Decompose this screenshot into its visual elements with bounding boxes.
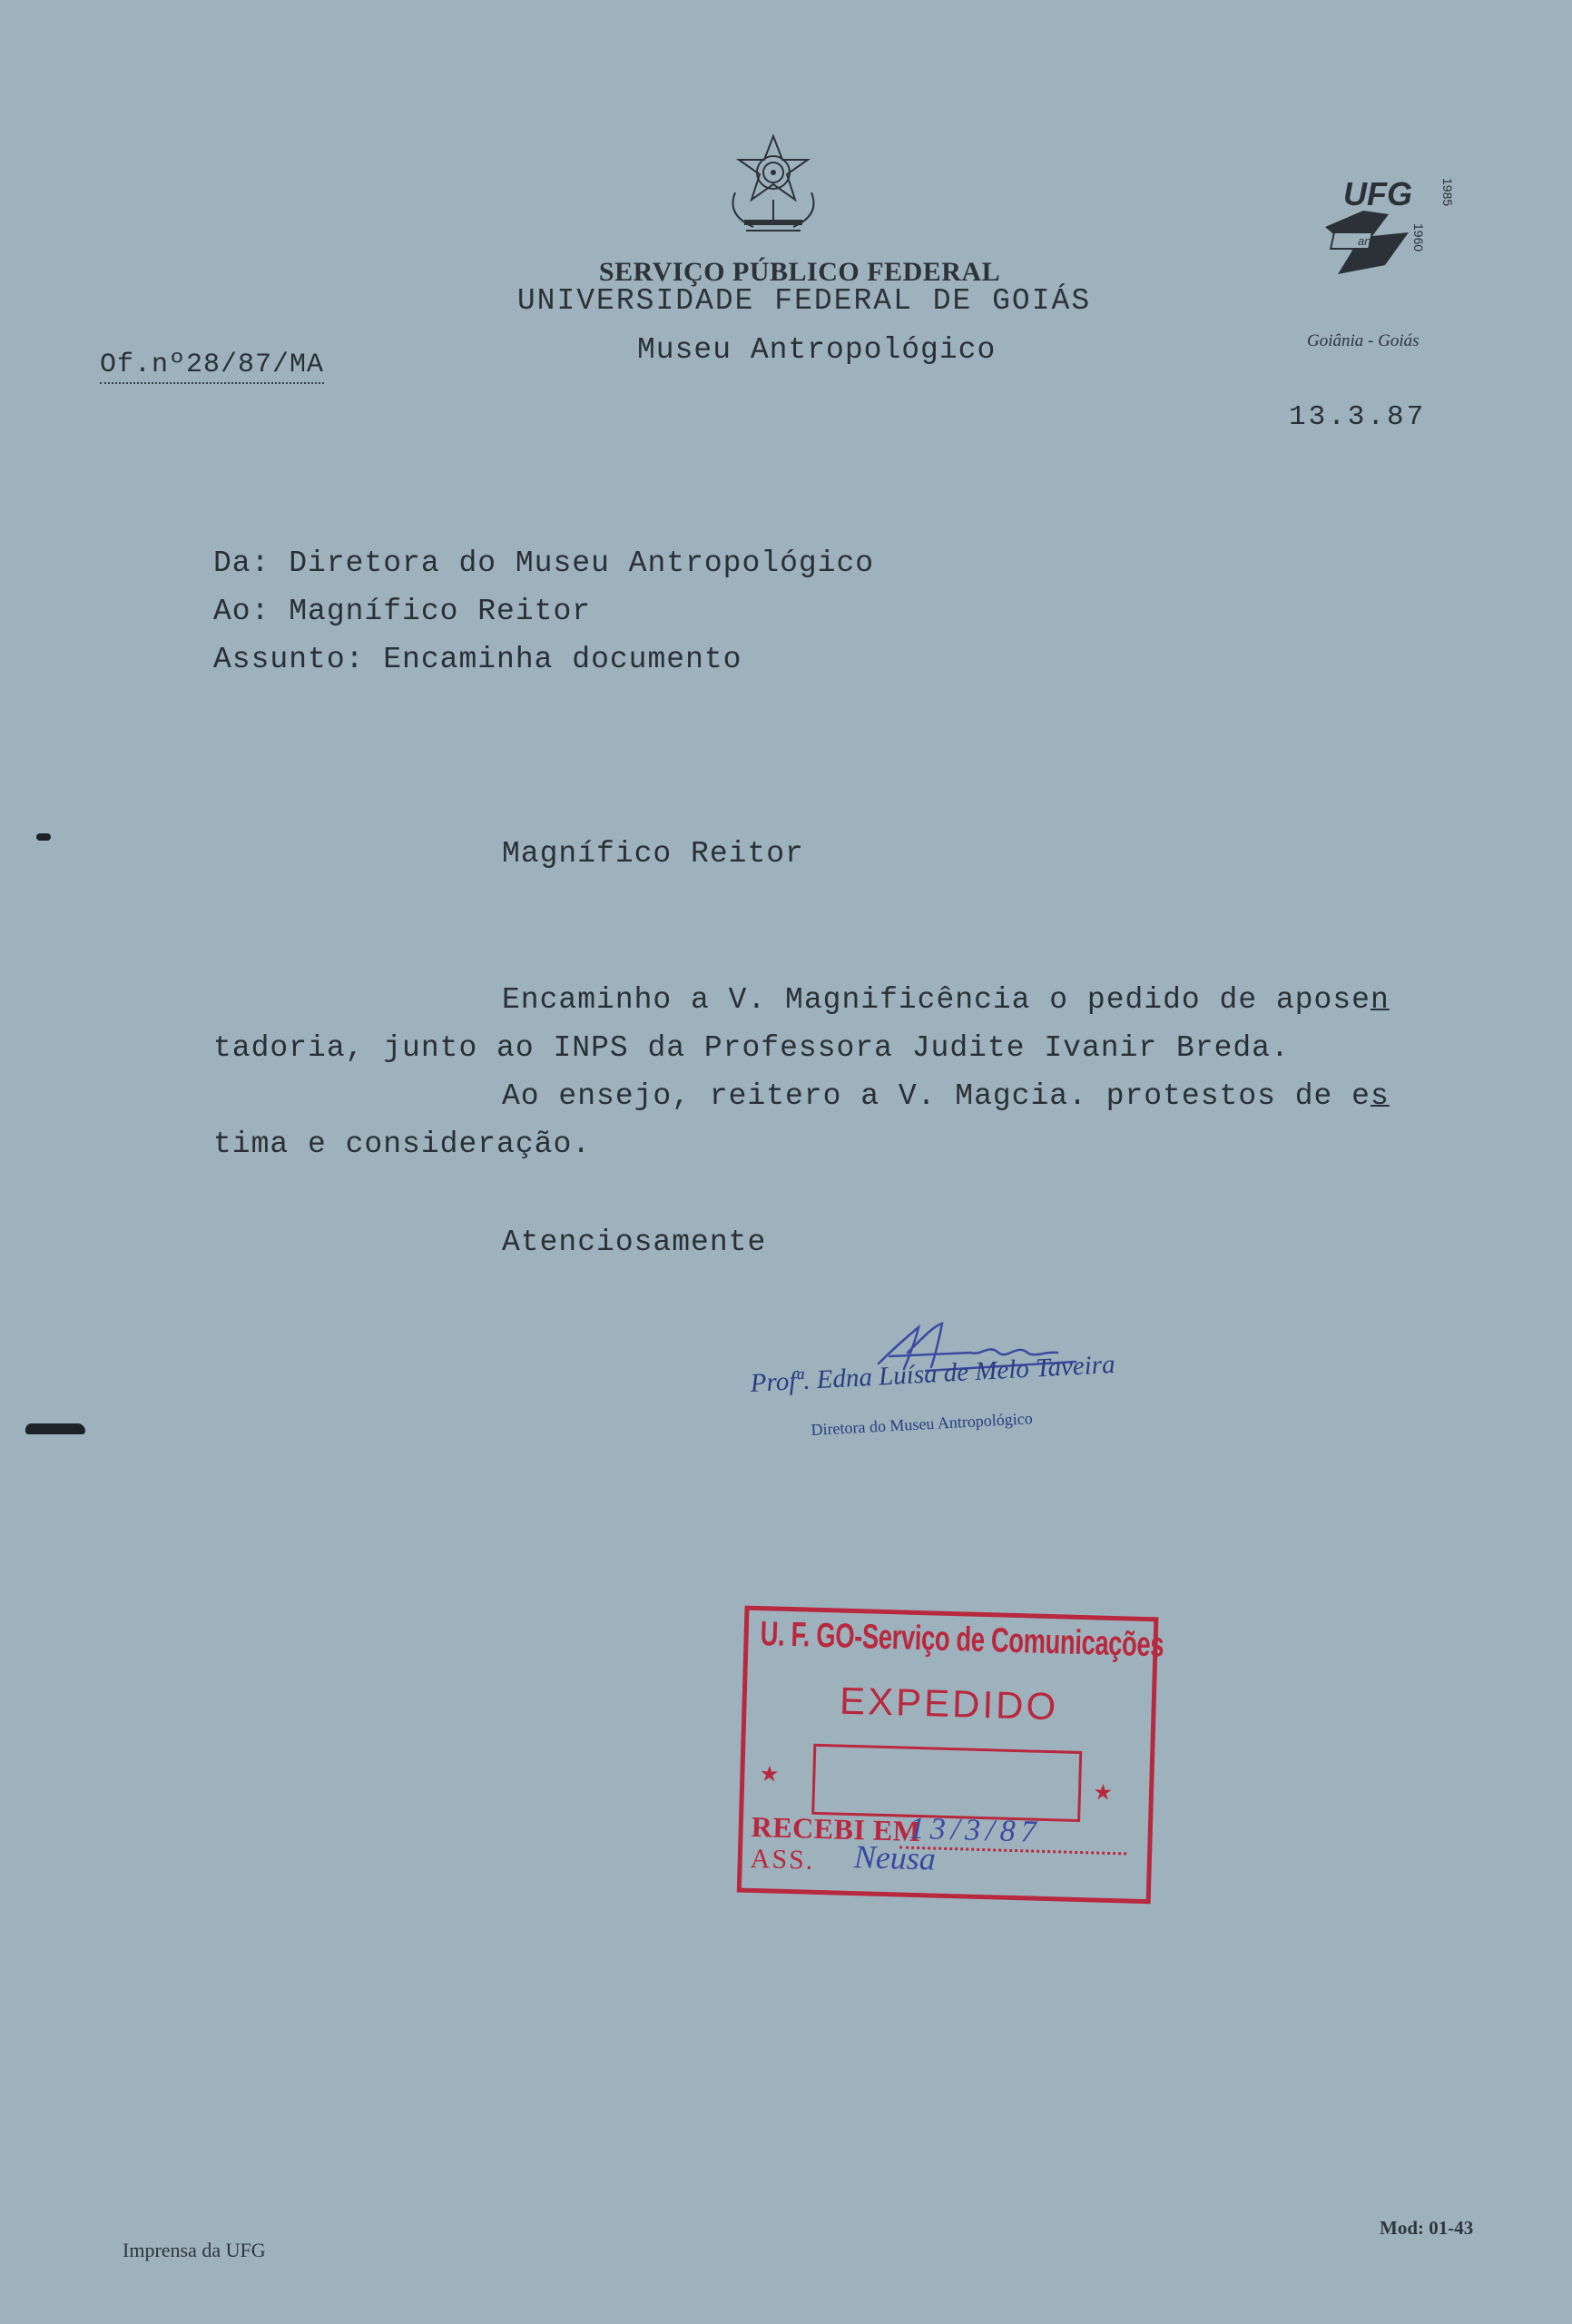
printer-credit: Imprensa da UFG [123,2239,266,2261]
header-service-title: SERVIÇO PÚBLICO FEDERAL [598,257,1001,287]
signatory-name: Profª. Edna Luísa de Melo Taveira [750,1349,1116,1398]
to-line: Ao: Magnífico Reitor [213,595,592,628]
form-model-number: Mod: 01-43 [1380,2217,1474,2239]
salutation: Magnífico Reitor [502,837,804,871]
header-department: Museu Antropológico [637,333,997,367]
office-reference-number: Of.nº28/87/MA [100,350,324,384]
stamp-star-icon: ★ [759,1757,780,1792]
stamp-expedido: EXPEDIDO [839,1679,1059,1728]
ufg-logo-text: UFG [1343,175,1412,212]
signatory-title: Diretora do Museu Antropológico [811,1409,1034,1439]
stamp-signature-label: ASS. [750,1843,815,1876]
paragraph-2-line-1-tail: s [1370,1079,1390,1113]
from-line: Da: Diretora do Museu Antropológico [213,547,875,580]
paragraph-1-line-1-text: Encaminho a V. Magnificência o pedido de apose [502,983,1371,1017]
ufg-logo-icon [1307,172,1470,281]
ufg-logo-anos: anos [1358,234,1384,248]
subject-line: Assunto: Encaminha documento [213,643,742,676]
stamp-service-line: U. F. GO-Serviço de Comunicações [760,1615,1164,1665]
closing: Atenciosamente [502,1226,767,1259]
coat-of-arms-icon [717,129,830,242]
paragraph-2-line-1 [502,1079,1390,1113]
stamp-signature-value: Neusa [853,1838,937,1877]
paragraph-1-line-2: tadoria, junto ao INPS da Professora Judite Ivanir Breda. [213,1031,1290,1065]
paragraph-2-line-1-text: Ao ensejo, reitero a V. Magcia. protestos de e [502,1079,1371,1113]
document-date: 13.3.87 [1289,401,1427,433]
stamp-received-date: 13/3/87 [899,1811,1127,1855]
stamp-star-icon: ★ [1093,1775,1113,1810]
punch-mark [36,833,51,841]
ufg-logo-years-top: 1985 [1440,178,1455,207]
paragraph-1-line-1-tail: n [1370,983,1390,1017]
city-label: Goiânia - Goiás [1307,331,1420,350]
stamp-received-label: RECEBI EM [751,1809,921,1848]
ufg-logo-years-bottom: 1960 [1411,223,1426,252]
punch-mark [25,1423,85,1434]
header-university-name: UNIVERSIDADE FEDERAL DE GOIÁS [516,284,1092,318]
stamp-empty-box [811,1744,1082,1822]
received-stamp [737,1606,1164,1910]
paragraph-1-line-1 [502,983,1390,1017]
paragraph-2-line-2: tima e consideração. [213,1128,592,1161]
